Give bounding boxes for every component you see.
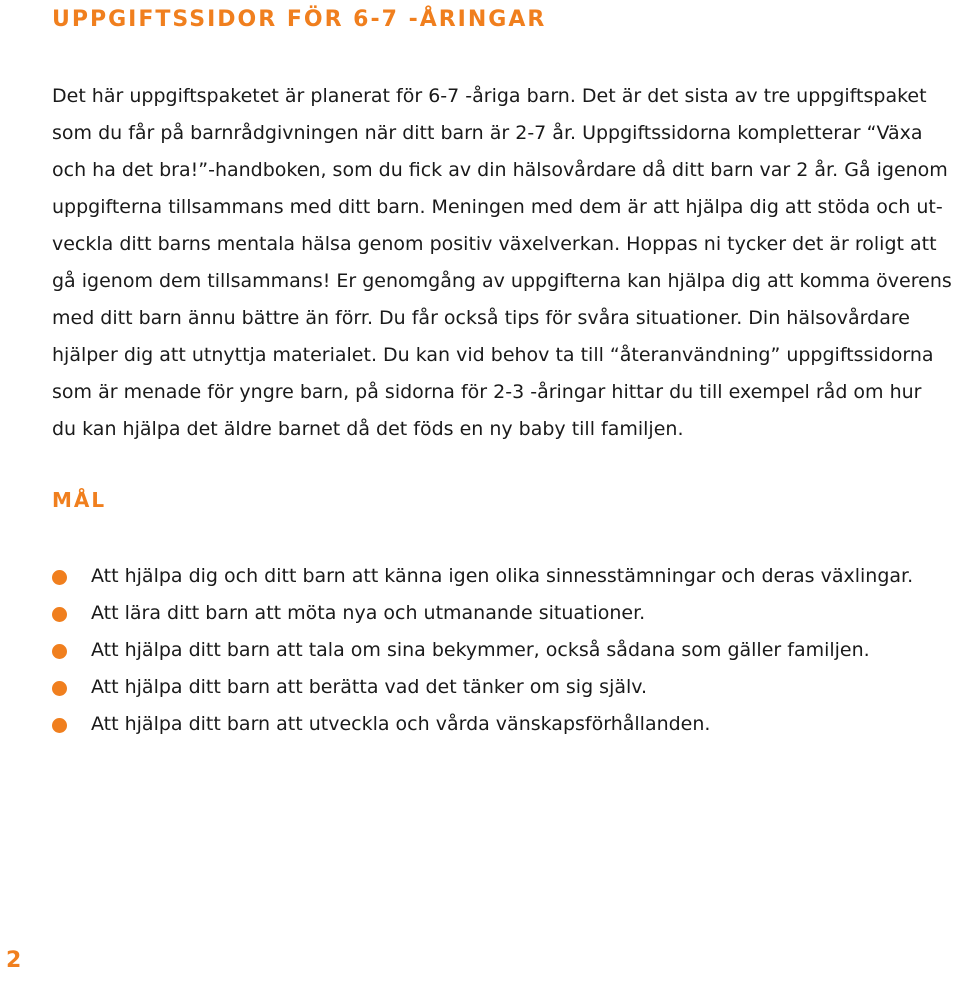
intro-line: gå igenom dem tillsammans! Er genomgång av uppgifterna kan hjälpa dig att komma överens — [52, 270, 952, 292]
goal-text: Att hjälpa dig och ditt barn att känna igen olika sinnesstämningar och deras växlingar. — [91, 565, 914, 587]
goal-list-item — [52, 706, 913, 743]
goal-list-item — [52, 632, 913, 669]
intro-paragraph — [52, 78, 957, 448]
bullet-icon — [52, 681, 67, 696]
page-title: UPPGIFTSSIDOR FÖR 6-7 -ÅRINGAR — [52, 7, 547, 32]
intro-line: Det här uppgiftspaketet är planerat för 6-7 -åriga barn. Det är det sista av tre uppgiftspaket — [52, 85, 927, 107]
intro-line: som du får på barnrådgivningen när ditt barn är 2-7 år. Uppgiftssidorna kompletterar “Växa — [52, 122, 923, 144]
goal-list-item — [52, 595, 913, 632]
bullet-icon — [52, 570, 67, 585]
intro-line: uppgifterna tillsammans med ditt barn. Meningen med dem är att hjälpa dig att stöda och ut- — [52, 196, 943, 218]
goals-list — [52, 558, 913, 743]
goal-text: Att lära ditt barn att möta nya och utmanande situationer. — [91, 602, 646, 624]
goals-heading: MÅL — [52, 488, 107, 512]
intro-line: med ditt barn ännu bättre än förr. Du får också tips för svåra situationer. Din hälsovårdare — [52, 307, 910, 329]
page-number: 2 — [6, 948, 22, 973]
bullet-icon — [52, 607, 67, 622]
intro-line: veckla ditt barns mentala hälsa genom positiv växelverkan. Hoppas ni tycker det är roligt att — [52, 233, 937, 255]
goal-text: Att hjälpa ditt barn att tala om sina bekymmer, också sådana som gäller familjen. — [91, 639, 870, 661]
goal-list-item — [52, 558, 913, 595]
bullet-icon — [52, 644, 67, 659]
goal-list-item — [52, 669, 913, 706]
intro-line: som är menade för yngre barn, på sidorna för 2-3 -åringar hittar du till exempel råd om hur — [52, 381, 922, 403]
goal-text: Att hjälpa ditt barn att berätta vad det tänker om sig själv. — [91, 676, 648, 698]
intro-line: du kan hjälpa det äldre barnet då det föds en ny baby till familjen. — [52, 418, 684, 440]
intro-line: och ha det bra!”-handboken, som du fick av din hälsovårdare då ditt barn var 2 år. Gå igenom — [52, 159, 948, 181]
bullet-icon — [52, 718, 67, 733]
goal-text: Att hjälpa ditt barn att utveckla och vårda vänskapsförhållanden. — [91, 713, 711, 735]
intro-line: hjälper dig att utnyttja materialet. Du kan vid behov ta till “återanvändning” uppgiftssidorna — [52, 344, 934, 366]
